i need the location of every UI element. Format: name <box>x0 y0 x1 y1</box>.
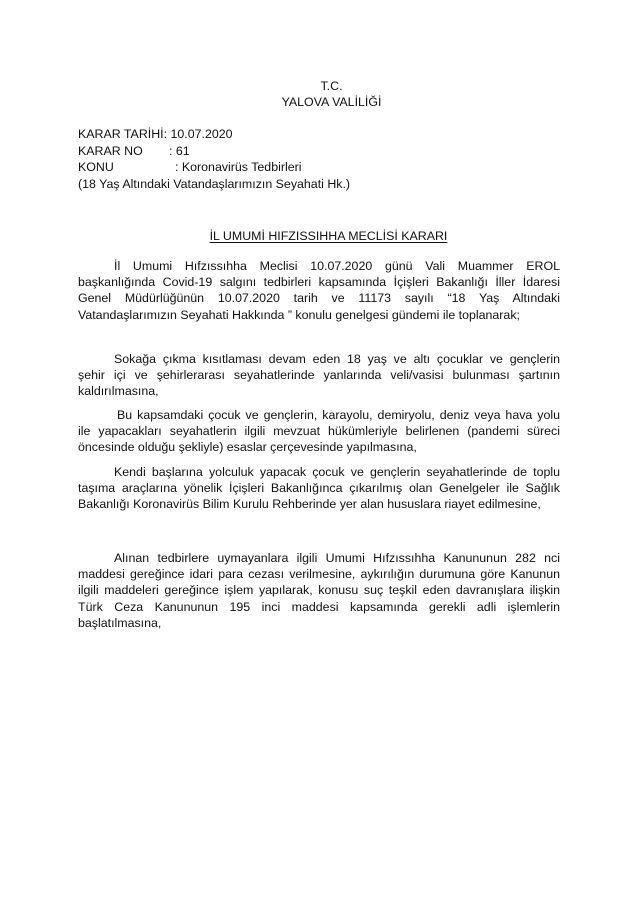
header-authority: YALOVA VALİLİĞİ <box>281 95 382 109</box>
meta-date-row <box>78 127 558 144</box>
paragraph-line: Türk Ceza Kanununun 195 inci maddesi kapsamında gerekli adli işlemlerin <box>78 599 560 614</box>
decision-title <box>0 229 637 245</box>
meta-date-value: : 10.07.2020 <box>163 127 233 141</box>
paragraph-curfew <box>78 352 560 401</box>
paragraph-line: Vatandaşlarımızın Seyahati Hakkında ” konulu genelgesi gündemi ile toplanarak; <box>78 307 520 322</box>
paragraph-line: ilgili maddeleri gereğince işlem yapılarak, konusu suç teşkil eden davranışlara ilişkin <box>78 583 560 598</box>
paragraph-line: Kendi başlarına yolculuk yapacak çocuk ve gençlerin seyahatlerinde de toplu <box>114 465 560 479</box>
paragraph-intro <box>78 259 560 324</box>
paragraph-travel-modes <box>78 408 560 457</box>
paragraph-line: kaldırılmasına, <box>78 384 159 399</box>
header-country: T.C. <box>320 79 343 93</box>
meta-konu-key: KONU <box>78 160 114 174</box>
decision-title-text: İL UMUMİ HIFZISSIHHA MECLİSİ KARARI <box>209 229 448 243</box>
paragraph-line: İl Umumi Hıfzıssıhha Meclisi 10.07.2020 günü Vali Muammer EROL <box>114 259 560 273</box>
meta-no-value: : 61 <box>169 143 190 158</box>
paragraph-line: başlatılmasına, <box>78 615 162 630</box>
paragraph-line: Alınan tedbirlere uymayanlara ilgili Umumi Hıfzıssıhha Kanununun 282 nci <box>114 551 560 565</box>
paragraph-line: başkanlığında Covid-19 salgını tedbirleri kapsamında İçişleri Bakanlığı İller İdaresi <box>78 275 560 290</box>
paragraph-line: maddesi gereğince idari para cezası verilmesine, aykırılığın durumuna göre Kanunun <box>78 567 560 582</box>
meta-date-key: KARAR TARİHİ: 10.07.2020 <box>78 127 233 141</box>
paragraph-line: Bakanlığı Koronavirüs Bilim Kurulu Rehberinde yer alan hususlara riayet edilmesine, <box>78 497 541 512</box>
meta-no-row <box>78 144 558 161</box>
paragraph-line: ile yapacakları seyahatlerin ilgili mevzuat hükümleriyle belirlenen (pandemi süreci <box>78 424 560 439</box>
paragraph-line: şehir içi ve şehirlerarası seyahatlerinde yanlarında veli/vasisi bulunması şartının <box>78 368 560 383</box>
paragraph-line: öncesinde olduğu şekliyle) esaslar çerçevesinde yapılmasına, <box>78 440 417 455</box>
document-header <box>0 79 637 111</box>
paragraph-penalties <box>78 551 560 632</box>
paragraph-public-transport <box>78 465 560 514</box>
paragraph-line: Bu kapsamdaki çocuk ve gençlerin, karayolu, demiryolu, deniz veya hava yolu <box>117 408 560 422</box>
paragraph-line: Genel Müdürlüğünün 10.07.2020 tarih ve 11173 sayılı “18 Yaş Altındaki <box>78 291 560 306</box>
meta-konu-row <box>78 160 558 177</box>
meta-no-key: KARAR NO <box>78 143 143 158</box>
paragraph-line: Sokağa çıkma kısıtlaması devam eden 18 yaş ve altı çocuklar ve gençlerin <box>114 352 560 366</box>
meta-konu-value: : Koronavirüs Tedbirleri <box>175 160 302 174</box>
paragraph-line: taşıma araçlarına yönelik İçişleri Bakanlığınca çıkarılmış olan Genelgeler ile Sağlık <box>78 481 560 496</box>
decision-meta <box>78 127 558 193</box>
meta-subject-note: (18 Yaş Altındaki Vatandaşlarımızın Seyahati Hk.) <box>78 176 351 191</box>
